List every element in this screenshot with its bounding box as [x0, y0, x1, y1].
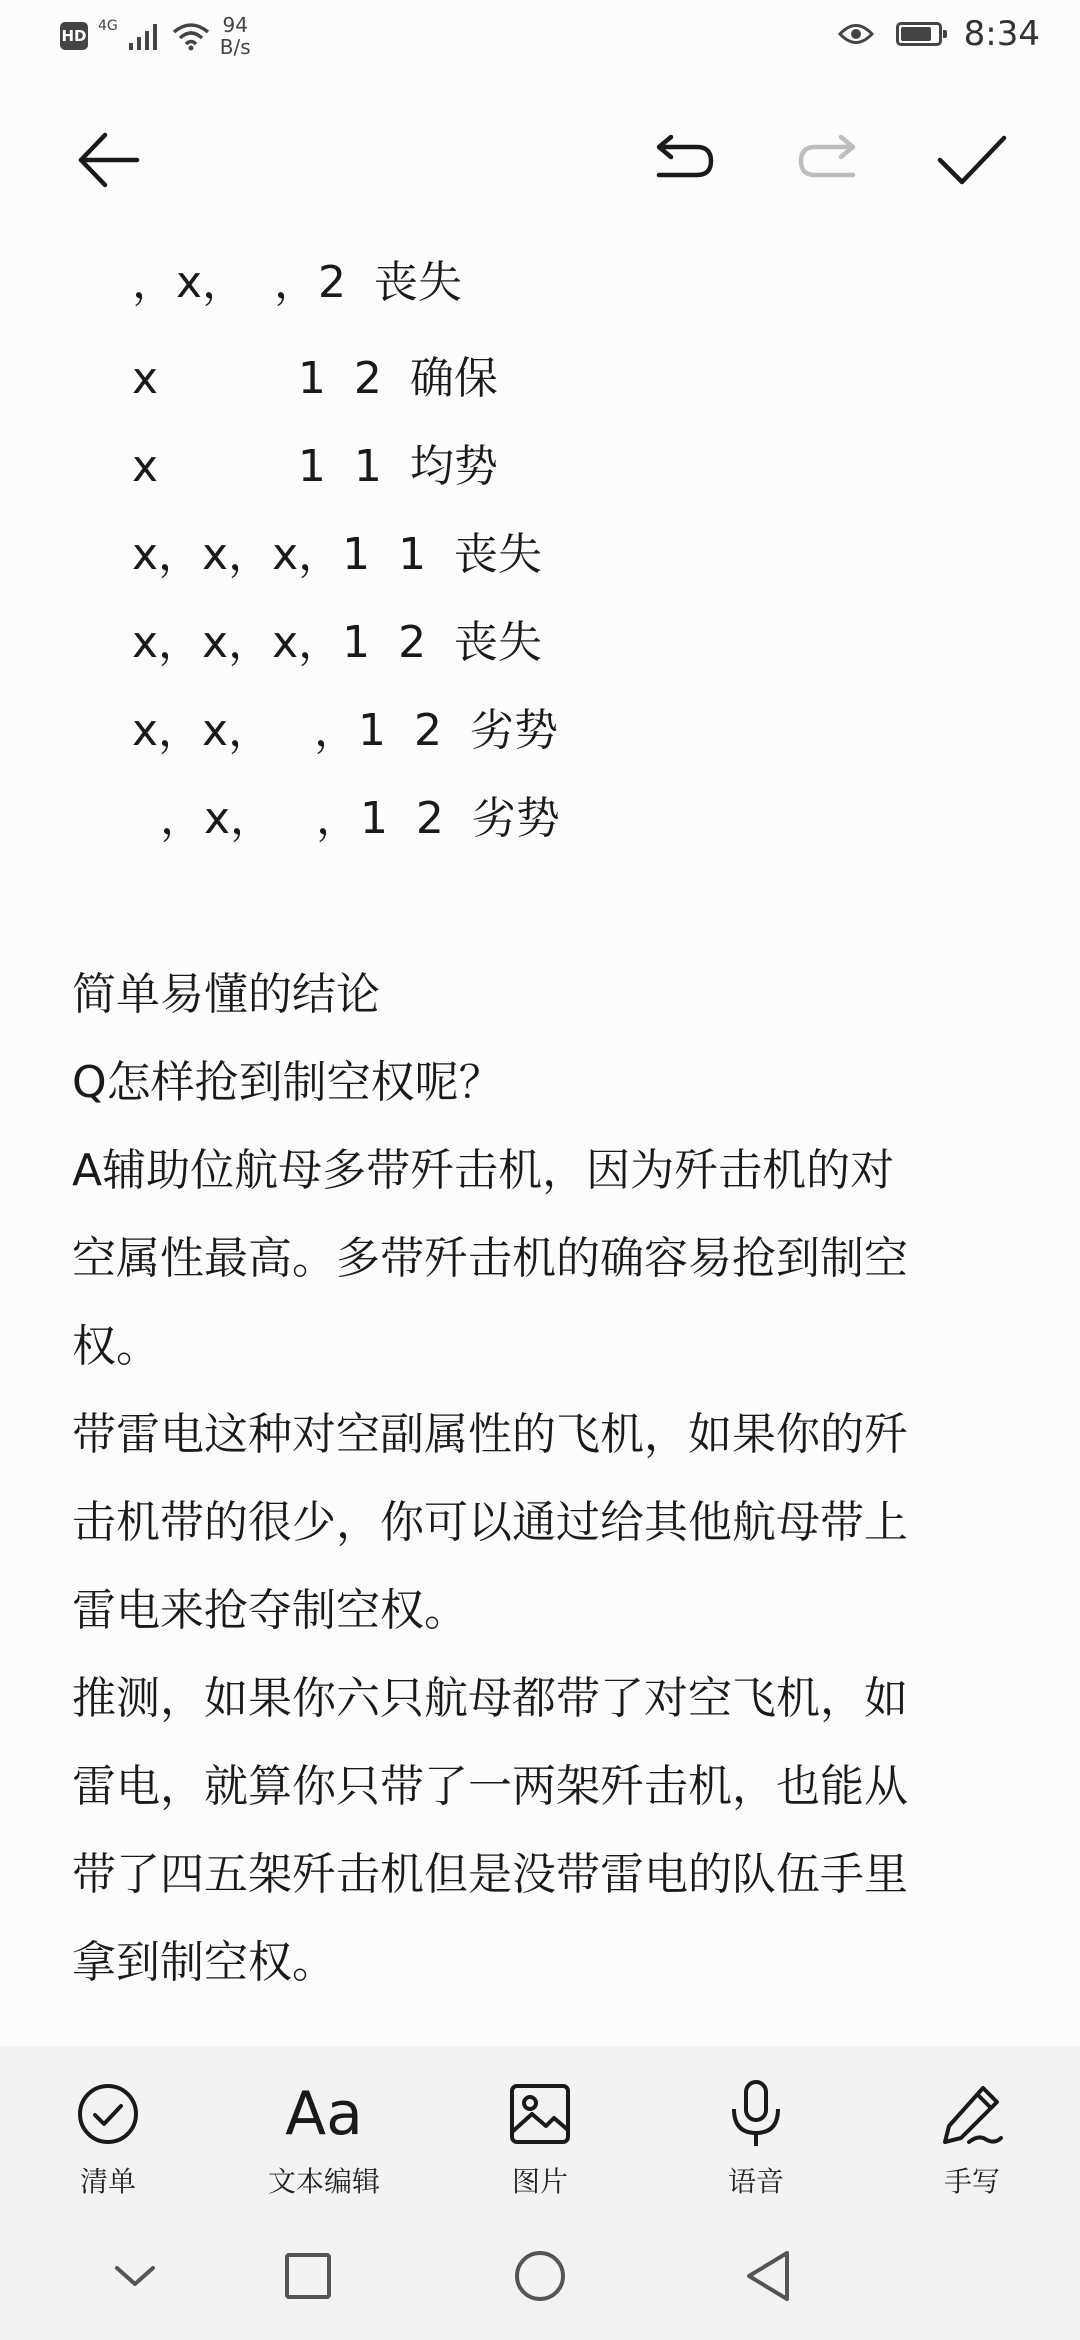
signal-icon: [128, 21, 162, 51]
handwriting-button[interactable]: [872, 2074, 1072, 2200]
microphone-icon: [728, 2079, 784, 2149]
recents-button[interactable]: [268, 2236, 348, 2316]
back-arrow-icon: [75, 127, 141, 193]
paragraph-block: [72, 951, 1008, 2007]
image-button[interactable]: [440, 2074, 640, 2200]
text-format-label: 文本编辑: [267, 2165, 380, 2198]
battery-fill: [901, 27, 932, 41]
table-block: [72, 335, 1008, 863]
conclusion-heading: 简单易懂的结论: [72, 969, 380, 1020]
table-line: ，x， ，1 2 劣势: [132, 793, 560, 844]
checklist-label: 清单: [79, 2165, 136, 2198]
handwriting-pen-icon: [939, 2082, 1005, 2146]
undo-icon: [651, 135, 717, 185]
status-bar: [0, 0, 1080, 75]
bottom-toolbar: [0, 2046, 1080, 2206]
handwriting-label: 手写: [943, 2165, 1000, 2198]
table-line: x，x，x，1 1 丧失: [132, 529, 543, 580]
image-icon: [508, 2082, 572, 2146]
clipped-text-line: [72, 207, 1008, 308]
battery-icon: [896, 22, 942, 46]
confirm-button[interactable]: [932, 120, 1012, 200]
answer-line: 空属性最高。多带歼击机的确容易抢到制空: [72, 1233, 908, 1284]
home-button[interactable]: [500, 2236, 580, 2316]
paragraph-line: 击机带的很少，你可以通过给其他航母带上: [72, 1497, 908, 1548]
paragraph-line: 拿到制空权。: [72, 1937, 336, 1988]
status-right: [838, 14, 1040, 54]
table-line: x 1 1 均势: [132, 441, 498, 492]
paragraph-line: 雷电，就算你只带了一两架歼击机，也能从: [72, 1761, 908, 1812]
recents-square-icon: [283, 2251, 333, 2301]
redo-icon: [795, 135, 861, 185]
check-icon: [936, 132, 1008, 188]
text-format-button[interactable]: [224, 2074, 424, 2200]
table-line: x，x，x，1 2 丧失: [132, 617, 543, 668]
table-line: x，x， ，1 2 劣势: [132, 705, 558, 756]
text-format-icon: Aa: [285, 2079, 363, 2149]
checklist-button[interactable]: [8, 2074, 208, 2200]
wifi-icon: [172, 21, 210, 51]
clock-time: 8:34: [963, 14, 1040, 54]
speed-unit: B/s: [219, 35, 251, 59]
note-editor[interactable]: [72, 225, 1008, 2045]
clipped-text: ，x， ，2 丧失: [132, 257, 462, 308]
answer-line: 权。: [72, 1321, 160, 1372]
network-speed: [220, 14, 251, 58]
paragraph-line: 雷电来抢夺制空权。: [72, 1585, 468, 1636]
network-type-label: 4G: [98, 18, 118, 34]
answer-line: A辅助位航母多带歼击机，因为歼击机的对: [72, 1145, 895, 1196]
voice-label: 语音: [727, 2165, 784, 2198]
image-label: 图片: [511, 2165, 568, 2198]
paragraph-line: 带雷电这种对空副属性的飞机，如果你的歼: [72, 1409, 908, 1460]
hd-icon: HD: [60, 22, 88, 50]
paragraph-line: 带了四五架歼击机但是没带雷电的队伍手里: [72, 1849, 908, 1900]
question-line: Q怎样抢到制空权呢？: [72, 1057, 503, 1108]
home-circle-icon: [513, 2249, 567, 2303]
checklist-icon: [76, 2082, 140, 2146]
redo-button[interactable]: [788, 120, 868, 200]
voice-button[interactable]: [656, 2074, 856, 2200]
system-nav-bar: [0, 2206, 1080, 2340]
eye-icon: [838, 21, 874, 47]
paragraph-line: 推测，如果你六只航母都带了对空飞机，如: [72, 1673, 908, 1724]
blank-line: [72, 863, 1008, 951]
table-line: x 1 2 确保: [132, 353, 498, 404]
collapse-button[interactable]: [95, 2236, 175, 2316]
speed-value: 94: [222, 13, 248, 37]
status-left: [60, 14, 251, 58]
back-triangle-icon: [743, 2249, 793, 2303]
editor-toolbar: [0, 100, 1080, 220]
undo-button[interactable]: [644, 120, 724, 200]
system-back-button[interactable]: [728, 2236, 808, 2316]
collapse-chevron-icon: [113, 2262, 157, 2290]
back-button[interactable]: [68, 120, 148, 200]
